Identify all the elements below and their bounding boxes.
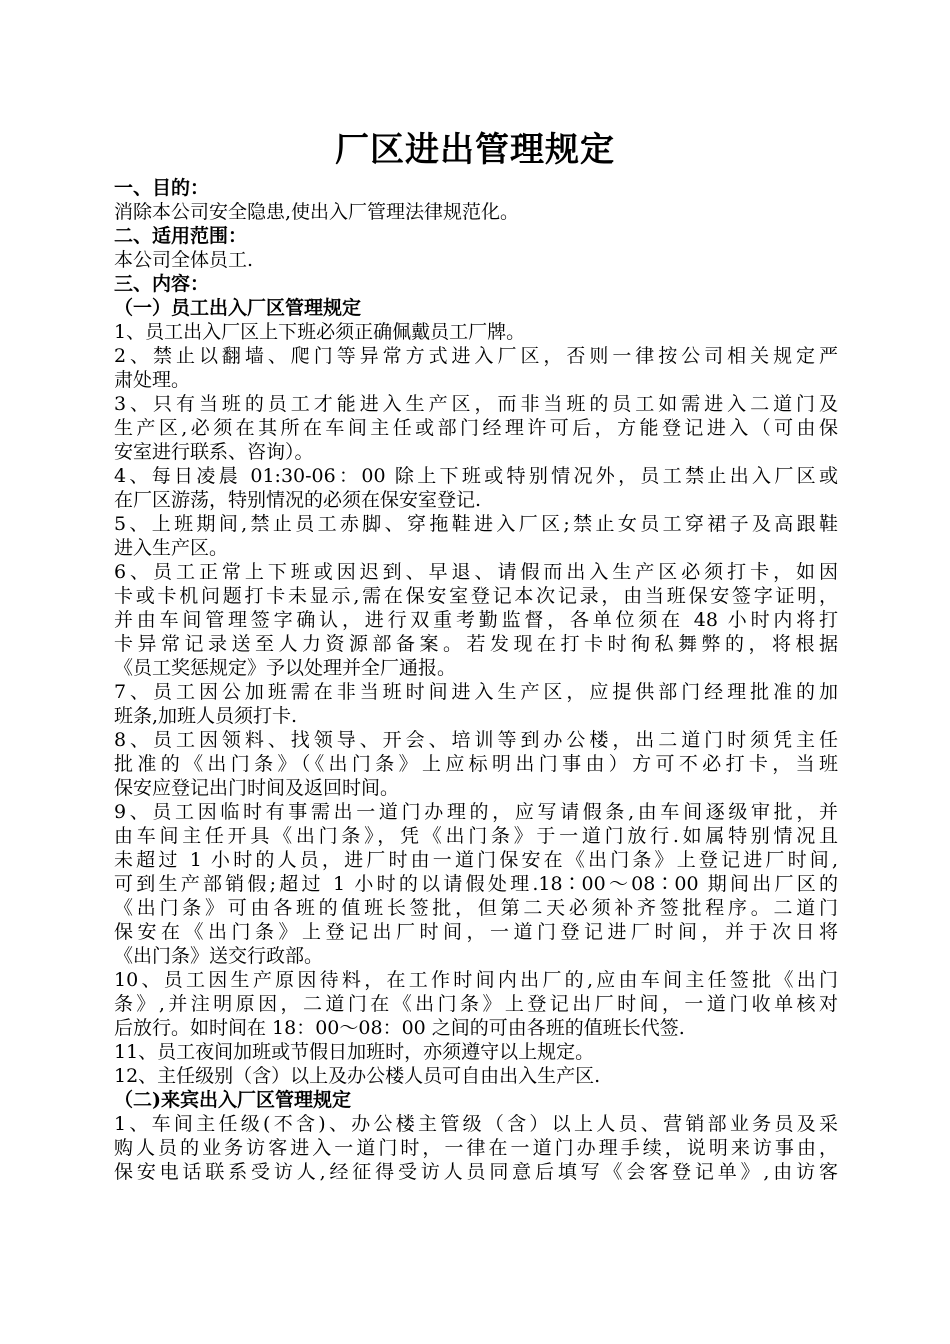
paragraph-line: 《员工奖惩规定》予以处理并全厂通报。: [114, 657, 457, 679]
paragraph-line: 生产区,必须在其所在车间主任或部门经理许可后，方能登记进入（可由保: [114, 417, 838, 439]
paragraph-line: 进入生产区。: [114, 537, 229, 559]
paragraph-line: 保安在《出门条》上登记出厂时间，一道门登记进厂时间，并于次日将: [114, 921, 838, 943]
section-heading: 三、内容：: [114, 273, 210, 295]
paragraph-line: 本公司全体员工.: [114, 249, 254, 271]
paragraph-line: 班条,加班人员须打卡.: [114, 705, 298, 727]
paragraph-line: 10、员工因生产原因待料，在工作时间内出厂的,应由车间主任签批《出门: [114, 969, 838, 991]
section-heading: （二)来宾出入厂区管理规定: [114, 1089, 351, 1111]
paragraph-line: 未超过 1 小时的人员，进厂时由一道门保安在《出门条》上登记进厂时间,: [114, 849, 838, 871]
paragraph-line: 2、禁止以翻墙、爬门等异常方式进入厂区，否则一律按公司相关规定严: [114, 345, 838, 367]
paragraph-line: 《出门条》可由各班的值班长签批，但第二天必须补齐签批程序。二道门: [114, 897, 838, 919]
paragraph-line: 安室进行联系、咨询）。: [114, 441, 314, 463]
paragraph-line: 消除本公司安全隐患,使出入厂管理法律规范化。: [114, 201, 520, 223]
paragraph-line: 可到生产部销假;超过 1 小时的以请假处理.18∶00～08∶00 期间出厂区的: [114, 873, 838, 895]
paragraph-line: 批准的《出门条》（《出门条》上应标明出门事由）方可不必打卡，当班: [114, 753, 838, 775]
paragraph-line: 保安应登记出门时间及返回时间。: [114, 777, 400, 799]
paragraph-line: 11、员工夜间加班或节假日加班时，亦须遵守以上规定。: [114, 1041, 595, 1063]
paragraph-line: 8、员工因领料、找领导、开会、培训等到办公楼，出二道门时须凭主任: [114, 729, 838, 751]
paragraph-line: 由车间主任开具《出门条》，凭《出门条》于一道门放行.如属特别情况且: [114, 825, 838, 847]
paragraph-line: 卡或卡机问题打卡未显示,需在保安室登记本次记录，由当班保安签字证明，: [114, 585, 838, 607]
paragraph-line: 《出门条》送交行政部。: [114, 945, 324, 967]
paragraph-line: 后放行。如时间在 18：00～08：00 之间的可由各班的值班长代签.: [114, 1017, 685, 1039]
document-title: 厂区进出管理规定: [335, 130, 615, 170]
paragraph-line: 3、只有当班的员工才能进入生产区，而非当班的员工如需进入二道门及: [114, 393, 838, 415]
paragraph-line: 1、员工出入厂区上下班必须正确佩戴员工厂牌。: [114, 321, 526, 343]
paragraph-line: 并由车间管理签字确认，进行双重考勤监督，各单位须在 48 小时内将打: [114, 609, 838, 631]
paragraph-line: 在厂区游荡，特别情况的必须在保安室登记.: [114, 489, 482, 511]
section-heading: 二、适用范围：: [114, 225, 248, 247]
paragraph-line: 1、车间主任级(不含)、办公楼主管级（含）以上人员、营销部业务员及采: [114, 1113, 838, 1135]
paragraph-line: 肃处理。: [114, 369, 191, 391]
paragraph-line: 9、员工因临时有事需出一道门办理的，应写请假条,由车间逐级审批，并: [114, 801, 838, 823]
paragraph-line: 6、员工正常上下班或因迟到、早退、请假而出入生产区必须打卡，如因: [114, 561, 838, 583]
section-heading: 一、目的：: [114, 177, 210, 199]
paragraph-line: 4、每日凌晨 01:30-06：00 除上下班或特别情况外，员工禁止出入厂区或: [114, 465, 838, 487]
paragraph-line: 12、主任级别（含）以上及办公楼人员可自由出入生产区.: [114, 1065, 601, 1087]
paragraph-line: 条》,并注明原因，二道门在《出门条》上登记出厂时间，一道门收单核对: [114, 993, 838, 1015]
paragraph-line: 保安电话联系受访人,经征得受访人员同意后填写《会客登记单》,由访客: [114, 1161, 838, 1183]
paragraph-line: 5、上班期间,禁止员工赤脚、穿拖鞋进入厂区;禁止女员工穿裙子及高跟鞋: [114, 513, 838, 535]
paragraph-line: 7、员工因公加班需在非当班时间进入生产区，应提供部门经理批准的加: [114, 681, 838, 703]
document-body: [114, 176, 838, 1184]
section-heading: （一）员工出入厂区管理规定: [114, 297, 362, 319]
paragraph-line: 卡异常记录送至人力资源部备案。若发现在打卡时徇私舞弊的，将根据: [114, 633, 838, 655]
paragraph-line: 购人员的业务访客进入一道门时，一律在一道门办理手续，说明来访事由，: [114, 1137, 838, 1159]
